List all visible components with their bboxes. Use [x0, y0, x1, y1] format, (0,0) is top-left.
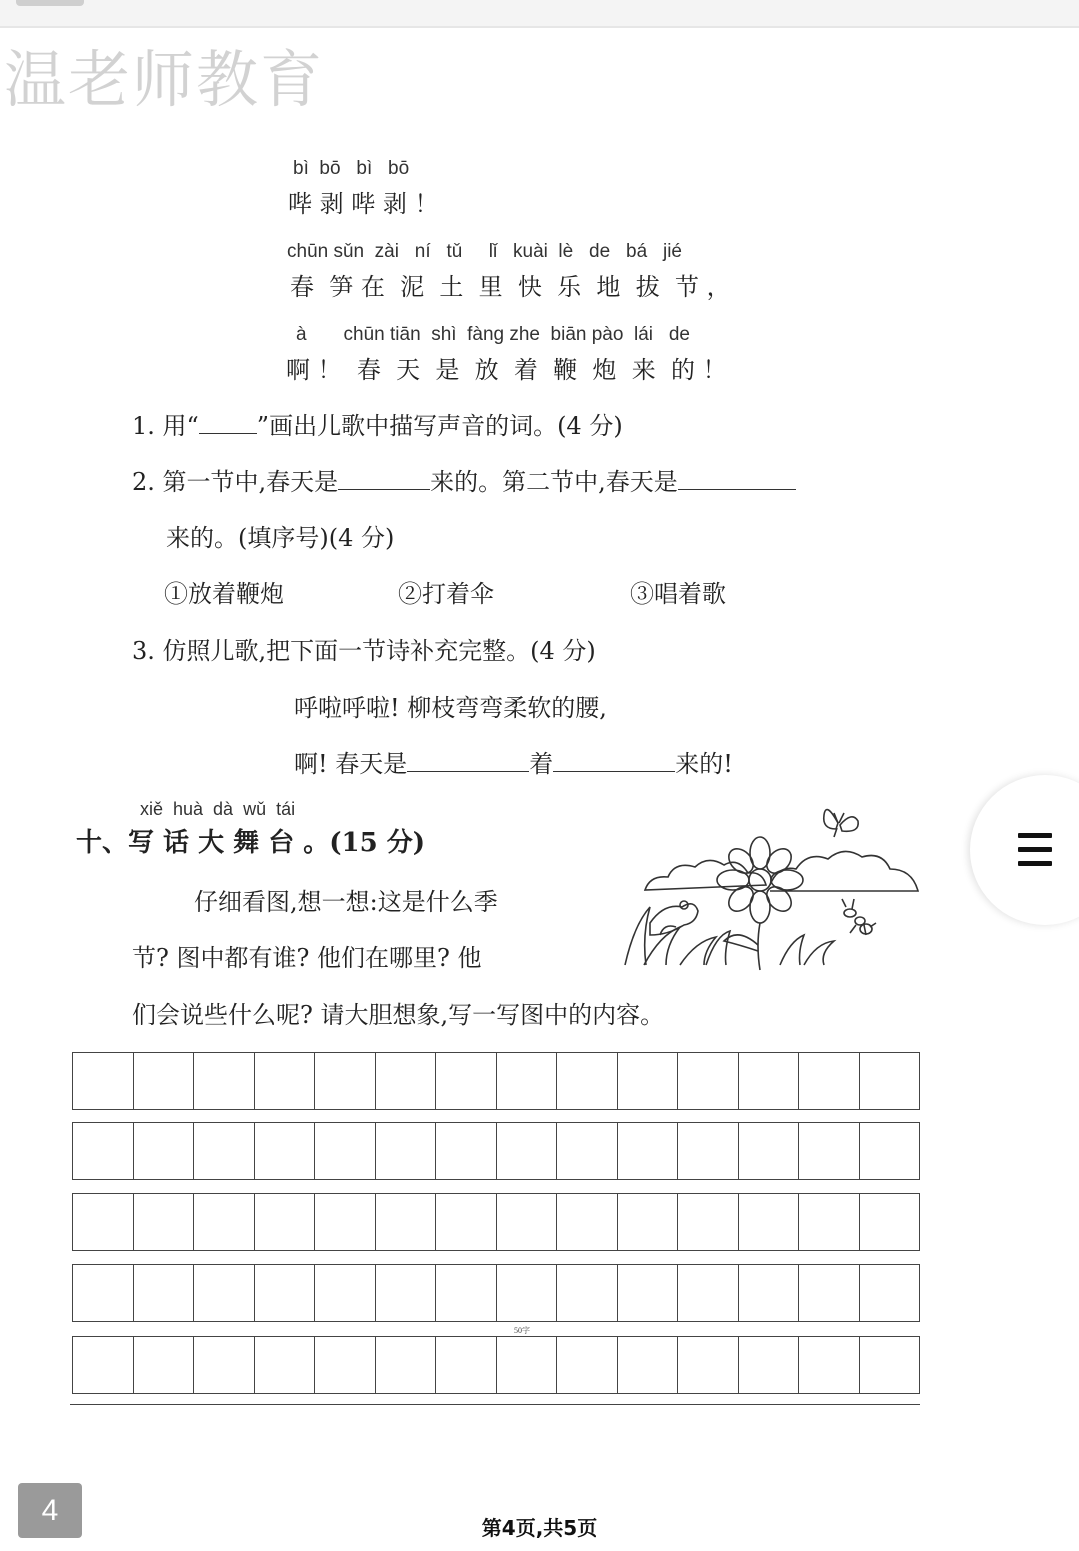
section10-pinyin: xiě huà dà wǔ tái — [140, 799, 296, 819]
spring-scene-illustration — [620, 795, 930, 975]
question-2 — [132, 462, 796, 497]
q2-blank-2[interactable] — [678, 467, 796, 490]
section10-title: 十、写 话 大 舞 台 。(15 分) — [76, 828, 426, 858]
section10-prompt-line3: 们会说些什么呢? 请大胆想象,写一写图中的内容。 — [132, 1001, 665, 1029]
poem-line3-pinyin: à chūn tiān shì fàng zhe biān pào lái de — [296, 324, 690, 345]
butterfly-icon — [824, 810, 858, 837]
q1-blank[interactable] — [199, 411, 257, 434]
q2-part2: 来的。第二节中,春天是 — [430, 468, 678, 496]
q2-option-2: ②打着伞 — [398, 580, 494, 608]
writing-grid-row[interactable] — [72, 1336, 920, 1394]
q3-line1: 呼啦呼啦! 柳枝弯弯柔软的腰, — [294, 694, 607, 722]
q3-line2 — [294, 744, 733, 779]
grass-blade — [804, 941, 834, 965]
section10-prompt-line2: 节? 图中都有谁? 他们在哪里? 他 — [132, 944, 482, 972]
floating-menu-button[interactable] — [970, 775, 1079, 925]
page-number-badge: 4 — [18, 1483, 82, 1538]
poem-line1-pinyin: bì bō bì bō — [293, 158, 410, 179]
q1-after: ”画出儿歌中描写声音的词。(4 分) — [256, 412, 623, 440]
hamburger-menu-icon — [1018, 833, 1052, 875]
writing-grid-row[interactable] — [72, 1052, 920, 1110]
q3-blank-1[interactable] — [407, 749, 529, 772]
poem-line2-text: 春 笋 在 泥 土 里 快 乐 地 拔 节 ， — [290, 273, 731, 301]
poem-line1-text: 哔 剥 哔 剥 ！ — [288, 190, 439, 218]
grid-bottom-line — [70, 1404, 920, 1405]
q3-line2-a: 啊! 春天是 — [294, 750, 408, 778]
grid-50-char-mark: 50字 — [514, 1326, 530, 1335]
q2-part1: 2. 第一节中,春天是 — [132, 468, 339, 496]
tab-stub — [16, 0, 84, 6]
grass-blade — [706, 931, 730, 965]
grass-blade — [780, 935, 804, 965]
poem-line3-text: 啊 ！ 春 天 是 放 着 鞭 炮 来 的 ！ — [286, 356, 727, 384]
question-1 — [132, 406, 623, 441]
grass-blade — [680, 937, 716, 965]
question-3: 3. 仿照儿歌,把下面一节诗补充完整。(4 分) — [132, 637, 596, 665]
q3-line2-c: 来的! — [675, 750, 733, 778]
q2-line2: 来的。(填序号)(4 分) — [166, 524, 395, 552]
watermark: 温老师教育 — [4, 43, 325, 116]
grass-blade — [625, 907, 650, 965]
page-indicator: 第4页,共5页 — [481, 1516, 598, 1540]
writing-grid-row[interactable] — [72, 1193, 920, 1251]
poem-line2-pinyin: chūn sǔn zài ní tǔ lǐ kuài lè de bá jié — [287, 241, 682, 262]
q2-blank-1[interactable] — [338, 467, 430, 490]
viewer-top-bar — [0, 0, 1079, 28]
section10-prompt-line1: 仔细看图,想一想:这是什么季 — [194, 888, 498, 916]
q3-blank-2[interactable] — [553, 749, 675, 772]
flower-icon — [717, 837, 803, 970]
writing-grid-row[interactable] — [72, 1122, 920, 1180]
ant-icon — [842, 899, 876, 935]
q3-line2-b: 着 — [529, 750, 554, 778]
q2-option-1: ①放着鞭炮 — [164, 580, 284, 608]
q1-before: 1. 用“ — [132, 412, 199, 440]
q2-option-3: ③唱着歌 — [630, 580, 726, 608]
writing-grid-row[interactable] — [72, 1264, 920, 1322]
